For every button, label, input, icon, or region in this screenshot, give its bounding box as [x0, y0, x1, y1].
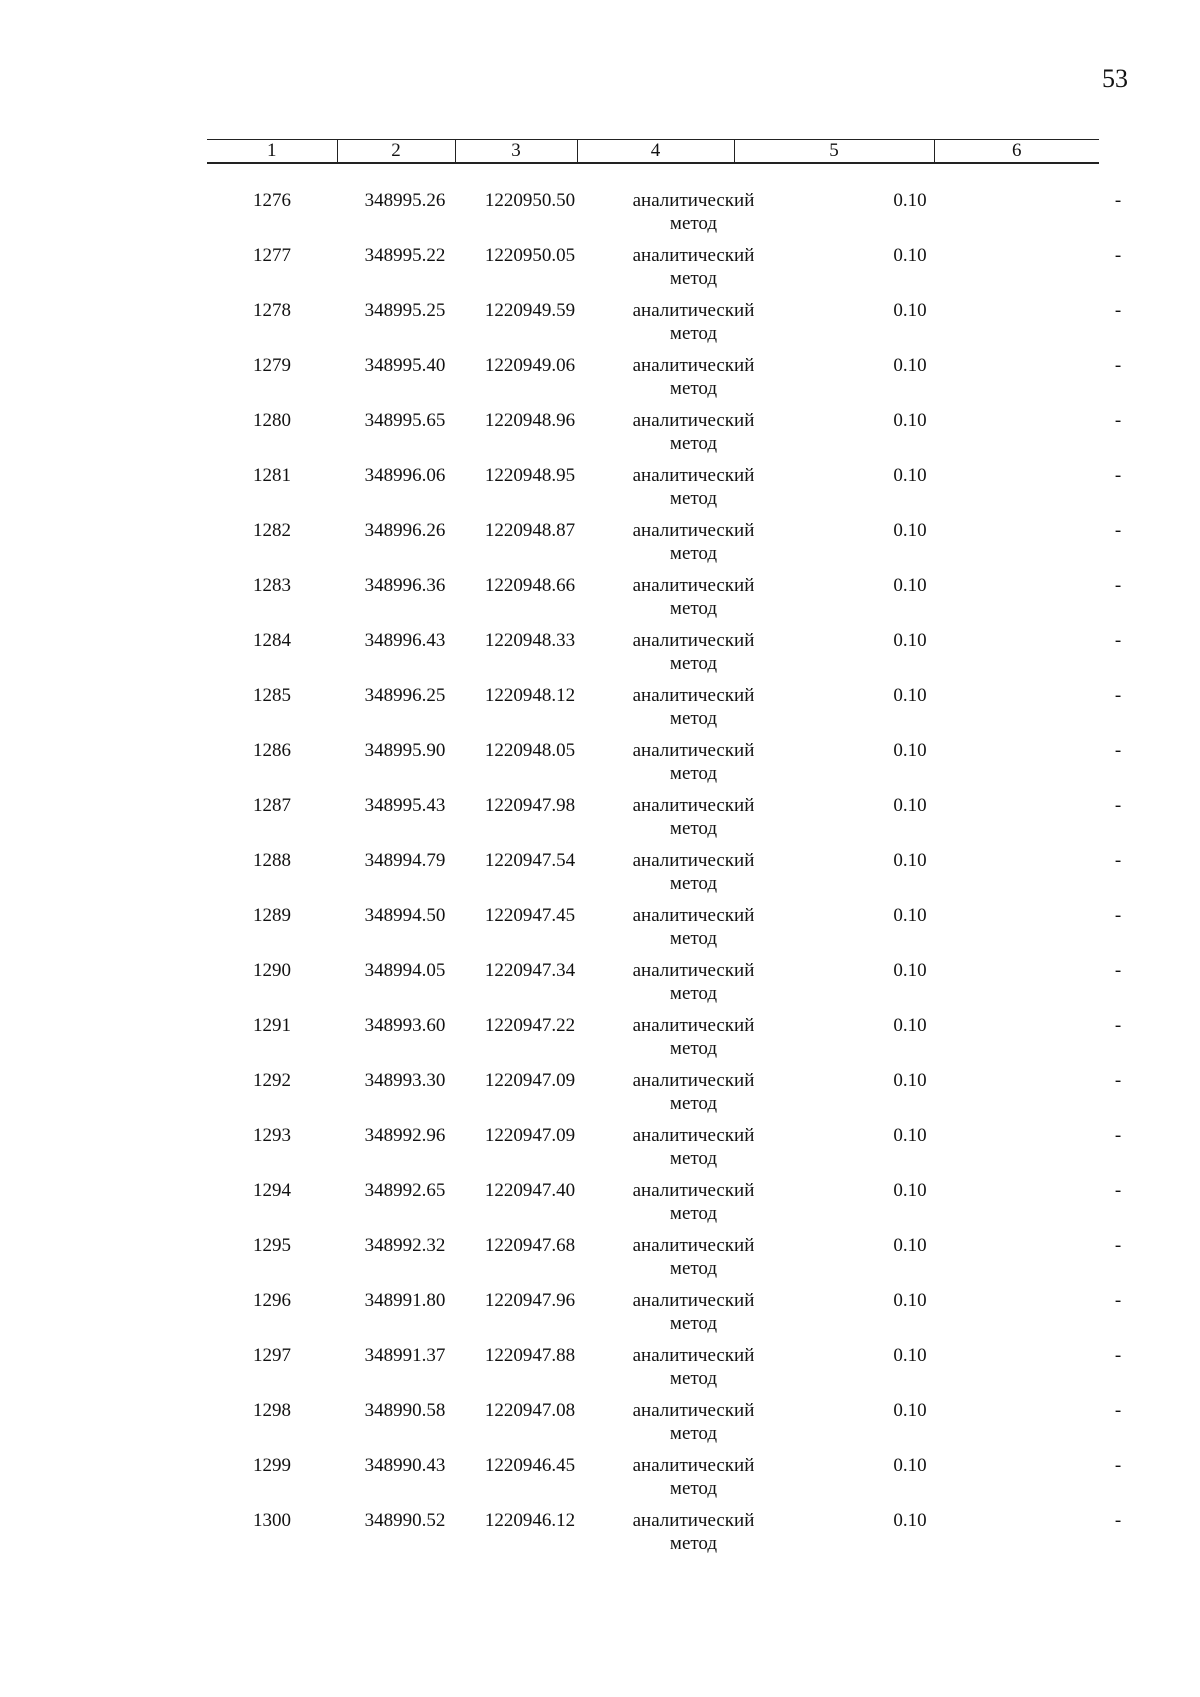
- coordinate-x: 348995.22: [364, 245, 446, 266]
- point-number: 1288: [253, 850, 291, 871]
- coordinate-y: 1220947.08: [484, 1400, 576, 1421]
- coordinate-y: 1220947.68: [484, 1235, 576, 1256]
- coordinate-y: 1220947.98: [484, 795, 576, 816]
- accuracy-value: 0.10: [893, 1345, 927, 1366]
- note-value: -: [1114, 190, 1122, 211]
- method-line-1: аналитический: [632, 850, 755, 871]
- method-cell: [577, 684, 810, 730]
- coordinate-x: 348994.79: [364, 850, 446, 871]
- note-value: -: [1114, 960, 1122, 981]
- point-number: 1279: [253, 355, 291, 376]
- accuracy-value: 0.10: [893, 1455, 927, 1476]
- accuracy-value: 0.10: [893, 465, 927, 486]
- accuracy-value: 0.10: [893, 355, 927, 376]
- method-cell: [577, 849, 810, 895]
- coordinate-y: 1220947.09: [484, 1070, 576, 1091]
- table-row: [207, 1179, 1122, 1234]
- accuracy-value: 0.10: [893, 1015, 927, 1036]
- table-row: [207, 1124, 1122, 1179]
- point-number: 1284: [253, 630, 291, 651]
- method-line-2: метод: [669, 213, 718, 234]
- table-row: [207, 519, 1122, 574]
- method-line-2: метод: [669, 598, 718, 619]
- method-cell: [577, 519, 810, 565]
- accuracy-value: 0.10: [893, 1235, 927, 1256]
- coordinate-x: 348995.43: [364, 795, 446, 816]
- method-cell: [577, 1069, 810, 1115]
- method-cell: [577, 1124, 810, 1170]
- table-body: [207, 189, 1122, 1564]
- table-row: [207, 189, 1122, 244]
- coordinate-x: 348996.06: [364, 465, 446, 486]
- coordinate-x: 348994.05: [364, 960, 446, 981]
- coordinate-x: 348992.32: [364, 1235, 446, 1256]
- coordinate-x: 348990.52: [364, 1510, 446, 1531]
- note-value: -: [1114, 795, 1122, 816]
- method-line-2: метод: [669, 1368, 718, 1389]
- note-value: -: [1114, 1345, 1122, 1366]
- note-value: -: [1114, 1510, 1122, 1531]
- header-col-4: 4: [577, 140, 734, 164]
- table-row: [207, 1234, 1122, 1289]
- method-line-2: метод: [669, 1313, 718, 1334]
- note-value: -: [1114, 1070, 1122, 1091]
- method-line-2: метод: [669, 708, 718, 729]
- coordinate-y: 1220948.95: [484, 465, 576, 486]
- table-header: [207, 139, 1099, 164]
- coordinate-x: 348995.65: [364, 410, 446, 431]
- coordinate-y: 1220947.34: [484, 960, 576, 981]
- coordinate-y: 1220947.45: [484, 905, 576, 926]
- table-row: [207, 794, 1122, 849]
- point-number: 1295: [253, 1235, 291, 1256]
- note-value: -: [1114, 630, 1122, 651]
- point-number: 1285: [253, 685, 291, 706]
- coordinate-y: 1220950.50: [484, 190, 576, 211]
- method-line-2: метод: [669, 1038, 718, 1059]
- method-cell: [577, 794, 810, 840]
- accuracy-value: 0.10: [893, 300, 927, 321]
- coordinate-y: 1220950.05: [484, 245, 576, 266]
- coordinate-x: 348992.65: [364, 1180, 446, 1201]
- accuracy-value: 0.10: [893, 1290, 927, 1311]
- method-line-1: аналитический: [632, 960, 755, 981]
- accuracy-value: 0.10: [893, 850, 927, 871]
- accuracy-value: 0.10: [893, 575, 927, 596]
- note-value: -: [1114, 465, 1122, 486]
- method-line-1: аналитический: [632, 740, 755, 761]
- method-line-1: аналитический: [632, 1235, 755, 1256]
- point-number: 1286: [253, 740, 291, 761]
- method-line-1: аналитический: [632, 1180, 755, 1201]
- method-cell: [577, 1014, 810, 1060]
- table-row: [207, 629, 1122, 684]
- point-number: 1276: [253, 190, 291, 211]
- coordinate-y: 1220949.59: [484, 300, 576, 321]
- method-line-1: аналитический: [632, 685, 755, 706]
- coordinate-y: 1220949.06: [484, 355, 576, 376]
- method-cell: [577, 959, 810, 1005]
- point-number: 1291: [253, 1015, 291, 1036]
- method-line-1: аналитический: [632, 355, 755, 376]
- coordinate-x: 348990.43: [364, 1455, 446, 1476]
- method-line-2: метод: [669, 928, 718, 949]
- point-number: 1280: [253, 410, 291, 431]
- coordinate-x: 348990.58: [364, 1400, 446, 1421]
- method-line-1: аналитический: [632, 1015, 755, 1036]
- coordinate-y: 1220947.96: [484, 1290, 576, 1311]
- note-value: -: [1114, 1290, 1122, 1311]
- coordinate-y: 1220946.45: [484, 1455, 576, 1476]
- method-line-1: аналитический: [632, 190, 755, 211]
- method-line-1: аналитический: [632, 1455, 755, 1476]
- point-number: 1281: [253, 465, 291, 486]
- method-line-1: аналитический: [632, 1345, 755, 1366]
- method-line-1: аналитический: [632, 795, 755, 816]
- method-cell: [577, 299, 810, 345]
- method-line-2: метод: [669, 1148, 718, 1169]
- coordinate-x: 348996.36: [364, 575, 446, 596]
- coordinate-y: 1220948.96: [484, 410, 576, 431]
- coordinate-x: 348995.26: [364, 190, 446, 211]
- method-line-1: аналитический: [632, 465, 755, 486]
- note-value: -: [1114, 1015, 1122, 1036]
- table-row: [207, 354, 1122, 409]
- note-value: -: [1114, 905, 1122, 926]
- coordinate-x: 348995.90: [364, 740, 446, 761]
- note-value: -: [1114, 1125, 1122, 1146]
- accuracy-value: 0.10: [893, 740, 927, 761]
- note-value: -: [1114, 575, 1122, 596]
- table-row: [207, 1344, 1122, 1399]
- note-value: -: [1114, 740, 1122, 761]
- coordinate-y: 1220946.12: [484, 1510, 576, 1531]
- method-cell: [577, 904, 810, 950]
- note-value: -: [1114, 1400, 1122, 1421]
- table-row: [207, 904, 1122, 959]
- method-line-2: метод: [669, 1203, 718, 1224]
- header-col-2: 2: [337, 140, 455, 164]
- method-line-2: метод: [669, 543, 718, 564]
- method-cell: [577, 409, 810, 455]
- method-cell: [577, 244, 810, 290]
- point-number: 1297: [253, 1345, 291, 1366]
- accuracy-value: 0.10: [893, 960, 927, 981]
- accuracy-value: 0.10: [893, 795, 927, 816]
- coordinate-x: 348993.60: [364, 1015, 446, 1036]
- method-cell: [577, 574, 810, 620]
- method-line-1: аналитический: [632, 410, 755, 431]
- method-line-2: метод: [669, 268, 718, 289]
- method-cell: [577, 1399, 810, 1445]
- table-row: [207, 1509, 1122, 1564]
- method-cell: [577, 354, 810, 400]
- note-value: -: [1114, 355, 1122, 376]
- coordinate-y: 1220947.09: [484, 1125, 576, 1146]
- note-value: -: [1114, 1235, 1122, 1256]
- accuracy-value: 0.10: [893, 1125, 927, 1146]
- method-line-2: метод: [669, 1258, 718, 1279]
- method-cell: [577, 1509, 810, 1555]
- coordinate-x: 348996.25: [364, 685, 446, 706]
- method-cell: [577, 189, 810, 235]
- method-line-2: метод: [669, 433, 718, 454]
- point-number: 1283: [253, 575, 291, 596]
- coordinate-x: 348995.25: [364, 300, 446, 321]
- method-line-2: метод: [669, 323, 718, 344]
- accuracy-value: 0.10: [893, 520, 927, 541]
- coordinate-x: 348991.80: [364, 1290, 446, 1311]
- point-number: 1298: [253, 1400, 291, 1421]
- header-row: [207, 140, 1099, 164]
- point-number: 1293: [253, 1125, 291, 1146]
- method-line-2: метод: [669, 1533, 718, 1554]
- coordinate-x: 348995.40: [364, 355, 446, 376]
- accuracy-value: 0.10: [893, 1180, 927, 1201]
- table-row: [207, 464, 1122, 519]
- point-number: 1282: [253, 520, 291, 541]
- method-line-2: метод: [669, 1478, 718, 1499]
- coordinate-y: 1220948.33: [484, 630, 576, 651]
- note-value: -: [1114, 245, 1122, 266]
- table-row: [207, 1014, 1122, 1069]
- accuracy-value: 0.10: [893, 1510, 927, 1531]
- coordinate-x: 348993.30: [364, 1070, 446, 1091]
- method-cell: [577, 1344, 810, 1390]
- coordinate-x: 348992.96: [364, 1125, 446, 1146]
- table-row: [207, 1289, 1122, 1344]
- method-line-1: аналитический: [632, 1070, 755, 1091]
- coordinate-y: 1220948.66: [484, 575, 576, 596]
- accuracy-value: 0.10: [893, 685, 927, 706]
- method-line-2: метод: [669, 873, 718, 894]
- header-col-3: 3: [455, 140, 577, 164]
- method-line-2: метод: [669, 1093, 718, 1114]
- accuracy-value: 0.10: [893, 1070, 927, 1091]
- table-row: [207, 739, 1122, 794]
- coordinate-x: 348994.50: [364, 905, 446, 926]
- coordinate-y: 1220947.88: [484, 1345, 576, 1366]
- point-number: 1277: [253, 245, 291, 266]
- point-number: 1300: [253, 1510, 291, 1531]
- method-line-2: метод: [669, 763, 718, 784]
- coordinate-y: 1220948.05: [484, 740, 576, 761]
- table-row: [207, 1069, 1122, 1124]
- accuracy-value: 0.10: [893, 630, 927, 651]
- method-line-1: аналитический: [632, 1400, 755, 1421]
- method-line-1: аналитический: [632, 1510, 755, 1531]
- method-cell: [577, 1234, 810, 1280]
- table-row: [207, 244, 1122, 299]
- method-line-1: аналитический: [632, 905, 755, 926]
- method-cell: [577, 1289, 810, 1335]
- method-line-2: метод: [669, 983, 718, 1004]
- method-line-2: метод: [669, 488, 718, 509]
- coordinate-x: 348991.37: [364, 1345, 446, 1366]
- note-value: -: [1114, 1180, 1122, 1201]
- method-line-1: аналитический: [632, 1125, 755, 1146]
- accuracy-value: 0.10: [893, 410, 927, 431]
- table-row: [207, 1399, 1122, 1454]
- page-number: 53: [1102, 64, 1128, 93]
- method-line-1: аналитический: [632, 1290, 755, 1311]
- point-number: 1290: [253, 960, 291, 981]
- accuracy-value: 0.10: [893, 1400, 927, 1421]
- method-cell: [577, 1179, 810, 1225]
- coordinate-y: 1220947.54: [484, 850, 576, 871]
- header-col-5: 5: [734, 140, 934, 164]
- table-row: [207, 409, 1122, 464]
- table-row: [207, 959, 1122, 1014]
- method-line-2: метод: [669, 653, 718, 674]
- note-value: -: [1114, 410, 1122, 431]
- accuracy-value: 0.10: [893, 245, 927, 266]
- point-number: 1296: [253, 1290, 291, 1311]
- method-line-1: аналитический: [632, 630, 755, 651]
- note-value: -: [1114, 520, 1122, 541]
- method-line-1: аналитический: [632, 575, 755, 596]
- method-line-2: метод: [669, 1423, 718, 1444]
- table-row: [207, 849, 1122, 904]
- method-line-1: аналитический: [632, 520, 755, 541]
- method-cell: [577, 629, 810, 675]
- coordinate-x: 348996.26: [364, 520, 446, 541]
- method-line-2: метод: [669, 818, 718, 839]
- method-cell: [577, 739, 810, 785]
- note-value: -: [1114, 300, 1122, 321]
- method-cell: [577, 1454, 810, 1500]
- point-number: 1299: [253, 1455, 291, 1476]
- point-number: 1292: [253, 1070, 291, 1091]
- accuracy-value: 0.10: [893, 905, 927, 926]
- method-line-2: метод: [669, 378, 718, 399]
- coordinate-y: 1220948.87: [484, 520, 576, 541]
- coordinate-y: 1220947.22: [484, 1015, 576, 1036]
- point-number: 1278: [253, 300, 291, 321]
- coordinate-x: 348996.43: [364, 630, 446, 651]
- table-row: [207, 299, 1122, 354]
- note-value: -: [1114, 685, 1122, 706]
- accuracy-value: 0.10: [893, 190, 927, 211]
- point-number: 1289: [253, 905, 291, 926]
- coordinate-y: 1220948.12: [484, 685, 576, 706]
- note-value: -: [1114, 1455, 1122, 1476]
- method-line-1: аналитический: [632, 300, 755, 321]
- point-number: 1294: [253, 1180, 291, 1201]
- method-line-1: аналитический: [632, 245, 755, 266]
- note-value: -: [1114, 850, 1122, 871]
- table-row: [207, 684, 1122, 739]
- header-col-6: 6: [934, 140, 1099, 164]
- header-col-1: 1: [207, 140, 337, 164]
- method-cell: [577, 464, 810, 510]
- coordinate-y: 1220947.40: [484, 1180, 576, 1201]
- point-number: 1287: [253, 795, 291, 816]
- table-row: [207, 1454, 1122, 1509]
- table-row: [207, 574, 1122, 629]
